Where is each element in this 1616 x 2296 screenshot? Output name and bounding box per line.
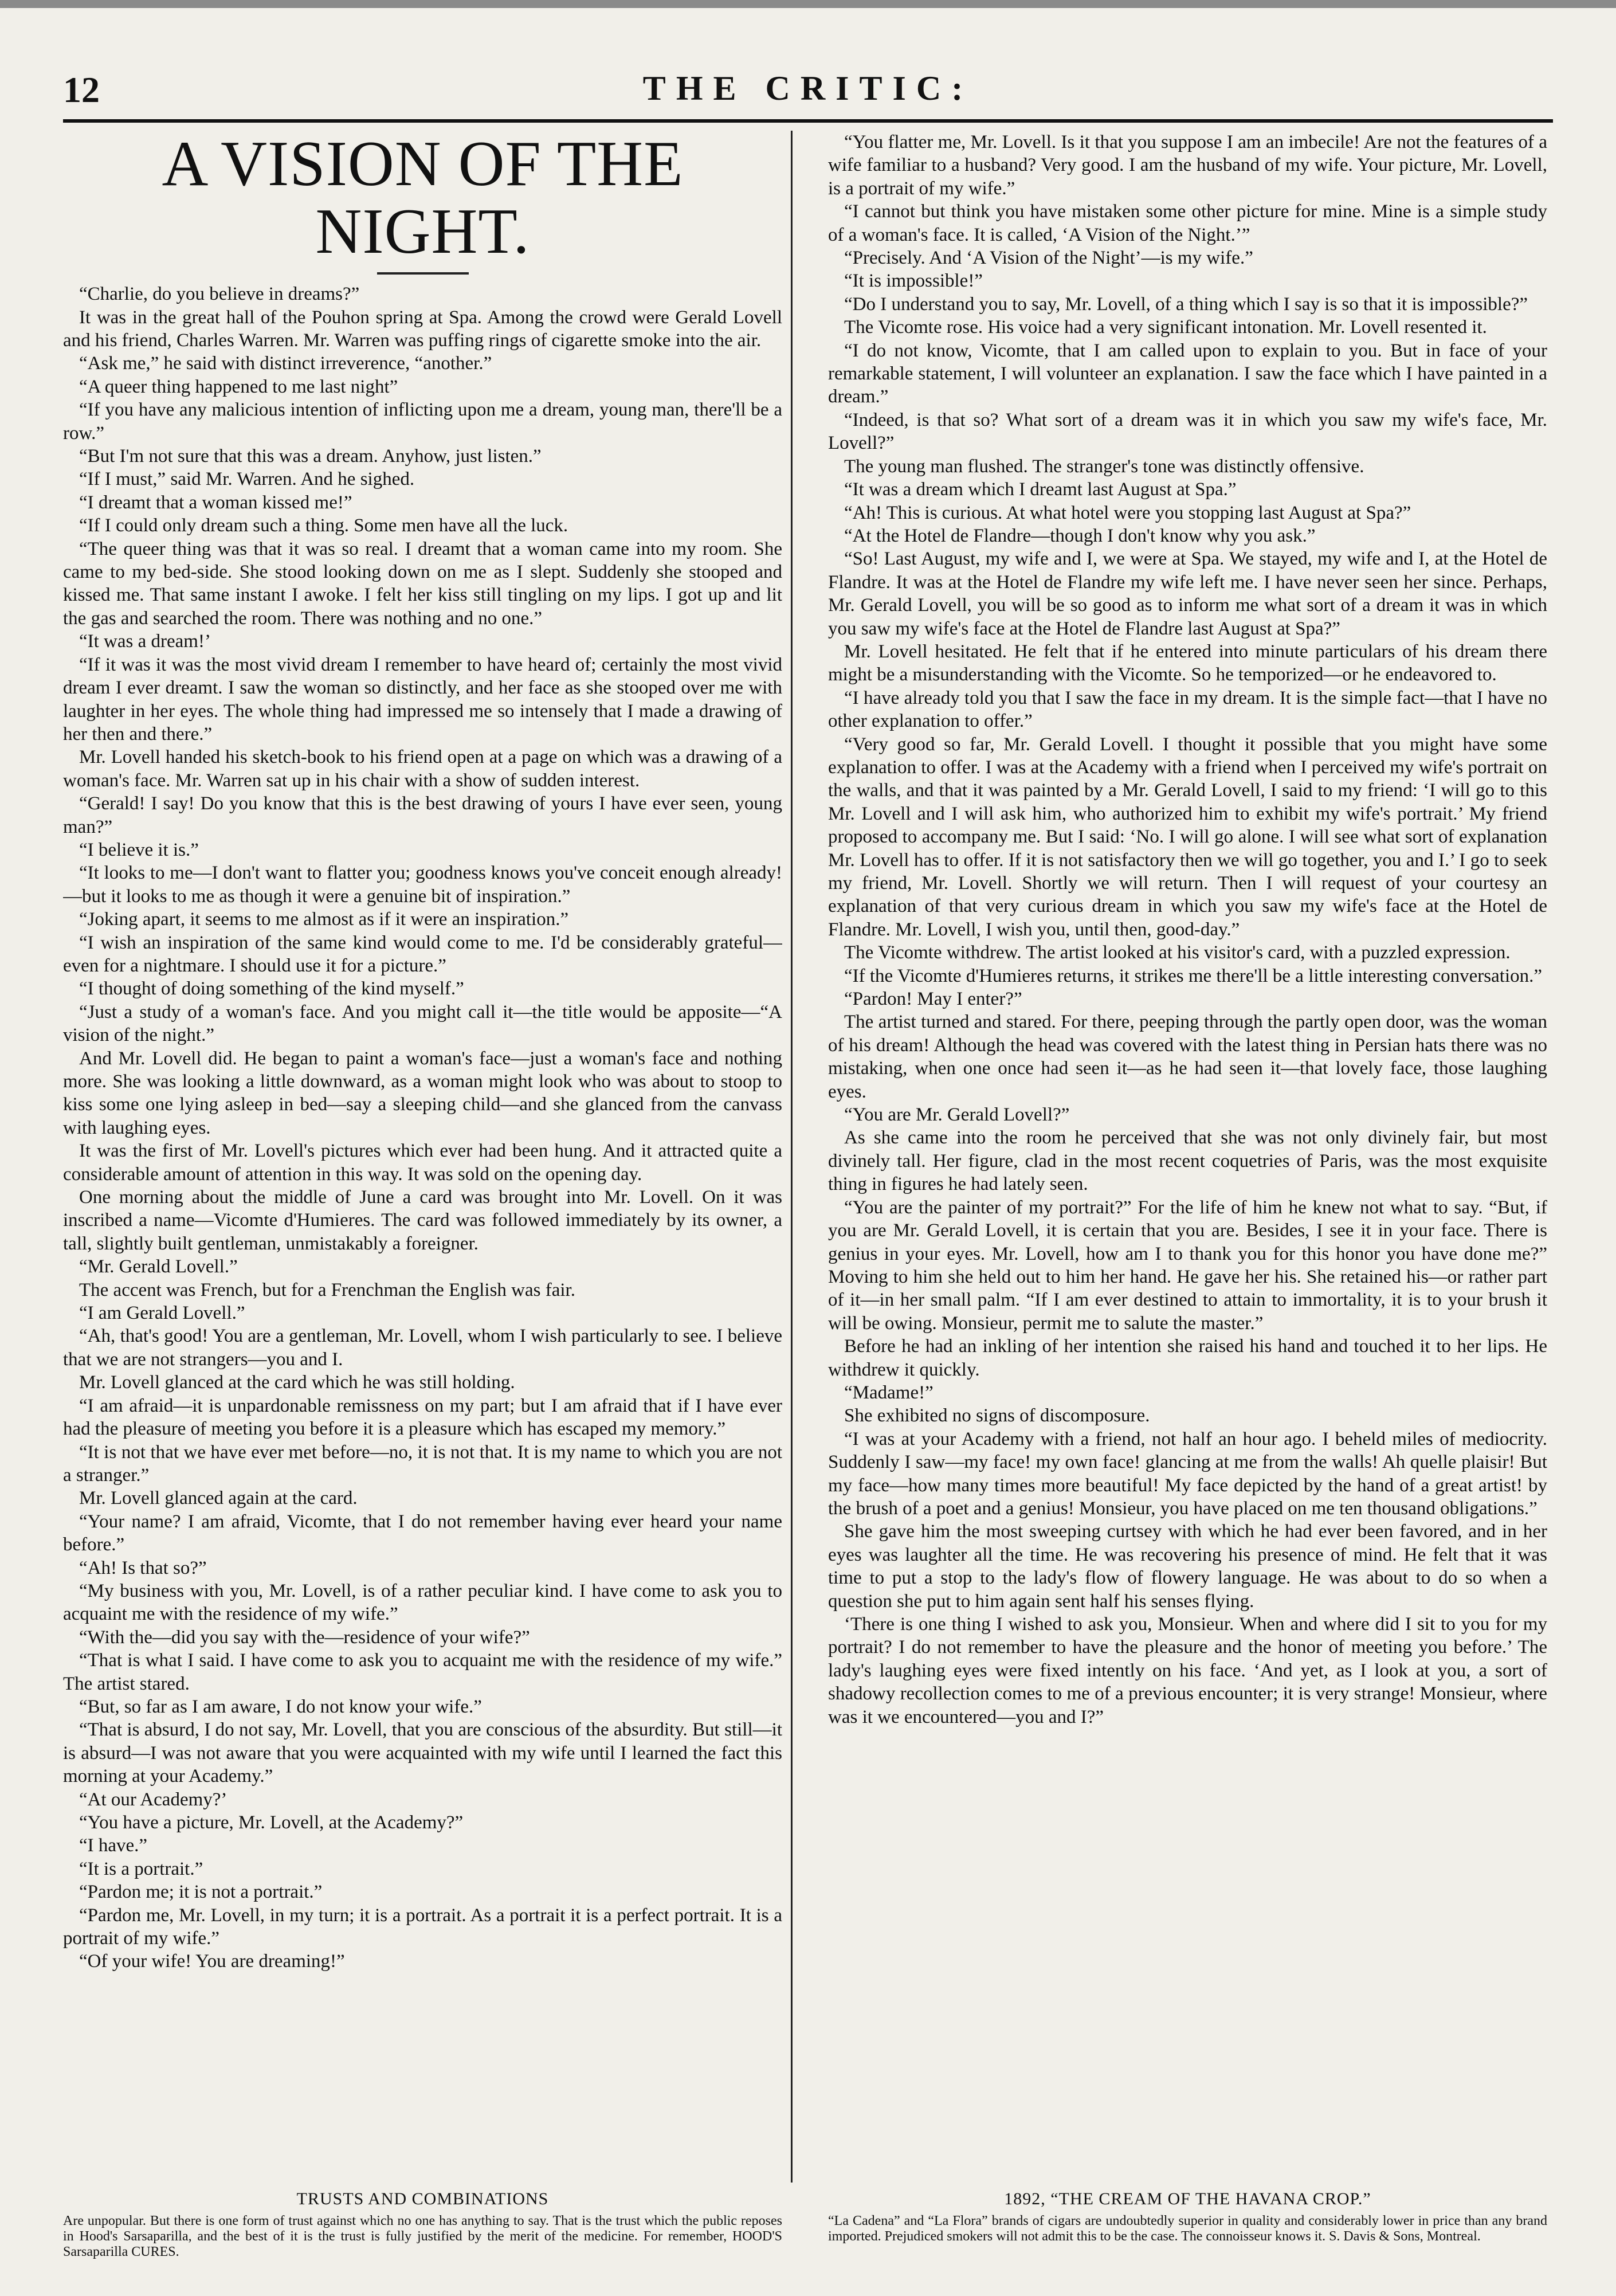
story-paragraph: “Joking apart, it seems to me almost as if it were an inspiration.” [79, 909, 569, 930]
story-paragraph: It was the first of Mr. Lovell's pictures which ever had been hung. And it attracted quite a considerable amount of attention in this way. It was sold on the opening day. [63, 1141, 782, 1185]
story-paragraph: “Precisely. And ‘A Vision of the Night’—is my wife.” [844, 248, 1253, 269]
ad-trusts [63, 2189, 782, 2260]
story-paragraph: “It was a dream!’ [79, 631, 211, 652]
story-paragraph: “I believe it is.” [79, 839, 199, 860]
ad-body: Are unpopular. But there is one form of trust against which no one has anything to say. That is the trust which the public reposes in Hood's Sarsaparilla, and the best of it is the trust is fully justified by the merit of the medicine. For remember, HOOD'S Sarsaparilla CURES. [63, 2213, 782, 2259]
story-paragraph: “I was at your Academy with a friend, not half an hour ago. I beheld miles of mediocrity. Suddenly I saw—my face! my own face! glancing at me from the walls! Ah quelle plaisir! But my face—how many times more beautiful! My face depicted by the hand of a great artist! by the brush of a poet and a genius! Monsieur, you have placed on me ten thousand obligations.” [828, 1428, 1547, 1519]
story-paragraph: “It was a dream which I dreamt last August at Spa.” [844, 479, 1237, 500]
title-rule [377, 272, 469, 275]
story-paragraph: “You are the painter of my portrait?” For the life of him he knew not what to say. “But, if you are Mr. Gerald Lovell, it is certain that you are. Besides, I see it in your face. There is genius in your eyes. Mr. Lovell, how am I to thank you for this honor you have done me?” Moving to him she held out to him her hand. He gave her his. She retained his—or rather part of it—in her small palm. “If I am ever destined to attain to immortality, it is to your brush it will be owing. Monsieur, permit me to salute the master.” [828, 1197, 1547, 1334]
story-paragraph: “If the Vicomte d'Humieres returns, it strikes me there'll be a little interesting conversation.” [844, 965, 1543, 986]
story-paragraph: “But, so far as I am aware, I do not know your wife.” [79, 1696, 482, 1717]
story-paragraph: “I thought of doing something of the kind myself.” [79, 978, 464, 1000]
story-paragraph: ‘There is one thing I wished to ask you, Monsieur. When and where did I sit to you for my portrait? I do not remember to have the pleasure and the honor of meeting you before.’ The lady's laughing eyes were fixed intently on his face. ‘And yet, as I look at you, a sort of shadowy recollection comes to me of a previous encounter; it is very strange! Monsieur, where was it we encountered—you and I?” [828, 1614, 1547, 1727]
story-paragraph: “If I could only dream such a thing. Some men have all the luck. [79, 515, 568, 536]
story-paragraph: “If you have any malicious intention of inflicting upon me a dream, young man, there'll be a row.” [63, 399, 782, 444]
ad-title: TRUSTS AND COMBINATIONS [296, 2189, 549, 2208]
story-paragraph: “You are Mr. Gerald Lovell?” [844, 1104, 1070, 1126]
story-paragraph: “That is what I said. I have come to ask you to acquaint me with the residence of my wife.” The artist stared. [63, 1650, 782, 1694]
story-column-left [63, 131, 782, 2183]
ad-signature: S. Davis & Sons, Montreal. [1329, 2229, 1481, 2244]
story-paragraph: “Indeed, is that so? What sort of a dream was it in which you saw my wife's face, Mr. Lovell?” [828, 409, 1547, 454]
story-paragraph: The Vicomte rose. His voice had a very significant intonation. Mr. Lovell resented it. [844, 317, 1487, 338]
story-paragraph: “With the—did you say with the—residence of your wife?” [79, 1627, 530, 1648]
story-paragraph: “You have a picture, Mr. Lovell, at the Academy?” [79, 1812, 464, 1833]
story-paragraph: “If I must,” said Mr. Warren. And he sighed. [79, 469, 415, 490]
left-paragraphs [63, 283, 782, 1973]
story-paragraph: “I have already told you that I saw the face in my dream. It is the simple fact—that I have no other explanation to offer.” [828, 687, 1547, 732]
story-paragraph: “Of your wife! You are dreaming!” [79, 1951, 345, 1972]
story-paragraph: “Charlie, do you believe in dreams?” [79, 284, 360, 305]
story-paragraph: “Just a study of a woman's face. And you might call it—the title would be apposite—“A vision of the night.” [63, 1001, 782, 1046]
story-paragraph: The artist turned and stared. For there, peeping through the partly open door, was the woman of his dream! Although the head was covered with the latest thing in Persian hats there was no mistaking, when one once had seen it—as he had seen it—that lovely face, those laughing eyes. [828, 1012, 1547, 1102]
story-paragraph: “A queer thing happened to me last night” [79, 376, 398, 397]
story-paragraph: She gave him the most sweeping curtsey with which he had ever been favored, and in her eyes was laughter all the time. He was recovering his presence of mind. He felt that it was time to put a stop to the lady's flow of flowery language. He was about to do so when a question she put to him again sent half his senses flying. [828, 1521, 1547, 1612]
story-paragraph: The accent was French, but for a Frenchman the English was fair. [79, 1279, 575, 1300]
story-paragraph: “Ask me,” he said with distinct irreverence, “another.” [79, 353, 492, 374]
story-paragraph: “At our Academy?’ [79, 1789, 228, 1810]
story-paragraph: “Your name? I am afraid, Vicomte, that I do not remember having ever heard your name before.” [63, 1511, 782, 1556]
masthead: THE CRITIC: [642, 69, 974, 107]
story-paragraph: As she came into the room he perceived that she was not only divinely fair, but most divinely tall. Her figure, clad in the most recent coquetries of Paris, was the most exquisite thing in figures he had lately seen. [828, 1127, 1547, 1195]
story-paragraph: “That is absurd, I do not say, Mr. Lovell, that you are conscious of the absurdity. But still—it is absurd—I was not aware that you were acquainted with my wife until I learned the fact this morning at your Academy.” [63, 1719, 782, 1787]
story-paragraph: “Ah! Is that so?” [79, 1557, 207, 1578]
story-paragraph: And Mr. Lovell did. He began to paint a woman's face—just a woman's face and nothing more. She was looking a little downward, as a woman might look who was about to stoop to kiss some one lying asleep in bed—say a sleeping child—and she glanced from the canvass with laughing eyes. [63, 1048, 782, 1138]
header-rule [63, 119, 1553, 123]
column-divider [791, 131, 793, 2183]
story-paragraph: “But I'm not sure that this was a dream. Anyhow, just listen.” [79, 446, 542, 467]
story-paragraph: “It looks to me—I don't want to flatter you; goodness knows you've conceit enough already!—but it looks to me as though it were a genuine bit of inspiration.” [63, 863, 782, 907]
story-paragraph: “It is a portrait.” [79, 1858, 203, 1879]
story-paragraph: “Pardon me, Mr. Lovell, in my turn; it is a portrait. As a portrait it is a perfect portrait. It is a portrait of my wife.” [63, 1905, 782, 1949]
story-paragraph: “Pardon! May I enter?” [844, 989, 1022, 1010]
story-paragraph: “I am afraid—it is unpardonable remissness on my part; but I am afraid that if I have ever had the pleasure of meeting you before it is a pleasure which has escaped my memory.” [63, 1395, 782, 1440]
page-header [63, 69, 1553, 120]
story-paragraph: “Madame!” [844, 1382, 933, 1403]
story-paragraph: “The queer thing was that it was so real. I dreamt that a woman came into my room. She came to my bed-side. She stood looking down on me as I slept. Suddenly she stooped and kissed me. That same instant I awoke. I felt her kiss still tingling on my lips. I got up and lit the gas and searched the room. There was nothing and no one.” [63, 538, 782, 629]
story-paragraph: She exhibited no signs of discomposure. [844, 1405, 1150, 1427]
page-number: 12 [63, 69, 100, 110]
story-paragraph: Mr. Lovell hesitated. He felt that if he entered into minute particulars of his dream there might be a misunderstanding with the Vicomte. So he temporized—or he endeavored to. [828, 641, 1547, 685]
story-paragraph: “My business with you, Mr. Lovell, is of a rather peculiar kind. I have come to ask you to acquaint me with the residence of my wife.” [63, 1580, 782, 1625]
story-paragraph: “I dreamt that a woman kissed me!” [79, 492, 352, 513]
story-paragraph: “I am Gerald Lovell.” [79, 1303, 245, 1324]
story-paragraph: “I cannot but think you have mistaken some other picture for mine. Mine is a simple study of a woman's face. It is called, ‘A Vision of the Night.’” [828, 201, 1547, 245]
story-paragraph: Mr. Lovell handed his sketch-book to his friend open at a page on which was a drawing of a woman's face. Mr. Warren sat up in his chair with a show of sudden interest. [63, 747, 782, 791]
story-paragraph: “Gerald! I say! Do you know that this is the best drawing of yours I have ever seen, young man?” [63, 793, 782, 837]
ad-title: 1892, “THE CREAM OF THE HAVANA CROP.” [1004, 2189, 1371, 2208]
story-paragraph: The Vicomte withdrew. The artist looked at his visitor's card, with a puzzled expression. [844, 942, 1511, 963]
story-paragraph: Mr. Lovell glanced again at the card. [79, 1488, 358, 1509]
story-title: A VISION OF THE NIGHT. [162, 131, 684, 267]
story-paragraph: “Ah! This is curious. At what hotel were you stopping last August at Spa?” [844, 502, 1411, 523]
ad-body-text: “La Cadena” and “La Flora” brands of cigars are undoubtedly superior in quality and considerably lower in price than any brand imported. Prejudiced smokers will not admit this to be the case. The connoisseur knows it. [828, 2213, 1547, 2244]
right-paragraphs [828, 131, 1547, 1729]
top-border [0, 0, 1616, 8]
story-paragraph: “Very good so far, Mr. Gerald Lovell. I thought it possible that you might have some explanation to offer. I was at the Academy with a friend when I perceived my wife's portrait on the walls, and that it was painted by a Mr. Gerald Lovell, I said to my friend: ‘I will go to this Mr. Lovell and I will ask him, who authorized him to exhibit my wife's portrait.’ My friend proposed to accompany me. But I said: ‘No. I will go alone. I will see what sort of explanation Mr. Lovell has to offer. If it is not satisfactory then we will go together, you and I.’ I go to seek my friend, Mr. Lovell. Shortly we will return. Then I will request of your courtesy an explanation of that very curious dream in which you saw my wife's face at the Hotel de Flandre. Mr. Lovell, I wish you, until then, good-day.” [828, 734, 1547, 940]
story-paragraph: “Do I understand you to say, Mr. Lovell, of a thing which I say is so that it is impossible?” [844, 293, 1528, 315]
story-paragraph: “You flatter me, Mr. Lovell. Is it that you suppose I am an imbecile! Are not the features of a wife familiar to a husband? Very good. I am the husband of my wife. Your picture, Mr. Lovell, is a portrait of my wife.” [828, 132, 1547, 199]
story-paragraph: “If it was it was the most vivid dream I remember to have heard of; certainly the most vivid dream I ever dreamt. I saw the woman so distinctly, and her face as she stooped over me with laughter in her eyes. The whole thing had impressed me so intensely that I made a drawing of her then and there.” [63, 654, 782, 745]
story-paragraph: Mr. Lovell glanced at the card which he was still holding. [79, 1372, 515, 1393]
story-paragraph: “I wish an inspiration of the same kind would come to me. I'd be considerably grateful—even for a nightmare. I should use it for a picture.” [63, 932, 782, 976]
story-paragraph: It was in the great hall of the Pouhon spring at Spa. Among the crowd were Gerald Lovell and his friend, Charles Warren. Mr. Warren was puffing rings of cigarette smoke into the air. [63, 307, 782, 351]
story-paragraph: “Pardon me; it is not a portrait.” [79, 1882, 323, 1903]
story-paragraph: “I do not know, Vicomte, that I am called upon to explain to you. But in face of your remarkable statement, I will volunteer an explanation. I saw the face which I have painted in a dream.” [828, 340, 1547, 408]
ad-havana [828, 2189, 1547, 2244]
story-paragraph: One morning about the middle of June a card was brought into Mr. Lovell. On it was inscribed a name—Vicomte d'Humieres. The card was followed immediately by its owner, a tall, slightly built gentleman, unmistakably a foreigner. [63, 1187, 782, 1254]
story-paragraph: “Ah, that's good! You are a gentleman, Mr. Lovell, whom I wish particularly to see. I believe that we are not strangers—you and I. [63, 1326, 782, 1370]
story-paragraph: Before he had an inkling of her intention she raised his hand and touched it to her lips. He withdrew it quickly. [828, 1336, 1547, 1380]
ad-body [828, 2213, 1547, 2244]
story-paragraph: The young man flushed. The stranger's tone was distinctly offensive. [844, 456, 1364, 477]
story-paragraph: “I have.” [79, 1835, 148, 1856]
story-paragraph: “So! Last August, my wife and I, we were at Spa. We stayed, my wife and I, at the Hotel de Flandre. It was at the Hotel de Flandre my wife left me. I have never seen her since. Perhaps, Mr. Gerald Lovell, you will be so good as to inform me what sort of a dream it was in which you saw my wife's face at the Hotel de Flandre last August at Spa?” [828, 548, 1547, 639]
story-paragraph: “Mr. Gerald Lovell.” [79, 1256, 238, 1278]
story-column-right [828, 131, 1547, 2183]
story-paragraph: “It is not that we have ever met before—no, it is not that. It is my name to which you are not a stranger.” [63, 1441, 782, 1486]
story-paragraph: “At the Hotel de Flandre—though I don't know why you ask.” [844, 525, 1316, 546]
story-paragraph: “It is impossible!” [844, 271, 983, 292]
